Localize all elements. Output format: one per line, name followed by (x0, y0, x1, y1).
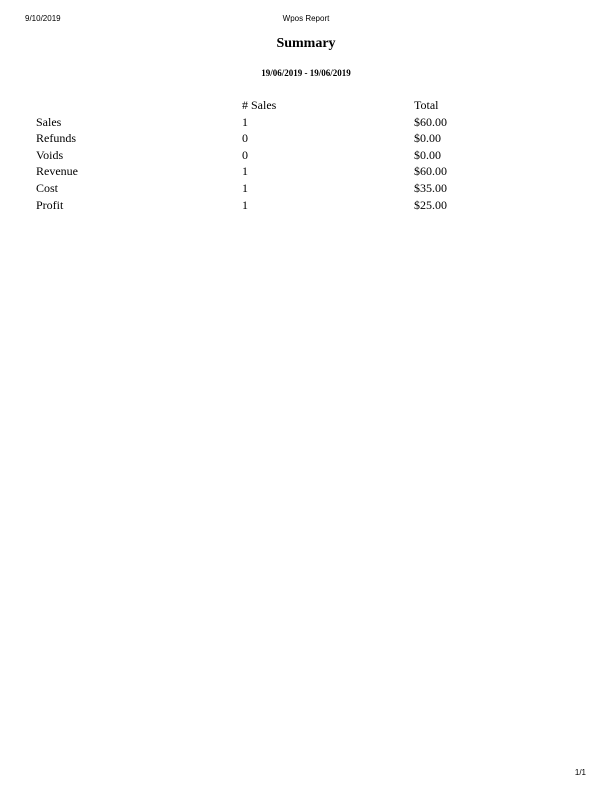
row-total: $25.00 (414, 197, 447, 212)
row-label: Refunds (36, 131, 76, 146)
row-count: 0 (242, 147, 248, 162)
row-count: 1 (242, 164, 248, 179)
row-label: Revenue (36, 164, 78, 179)
row-label: Profit (36, 197, 64, 212)
table-row (36, 180, 576, 197)
row-total: $0.00 (414, 131, 441, 146)
table-header-row (36, 97, 576, 114)
column-header-total: Total (414, 98, 439, 112)
row-total: $60.00 (414, 164, 447, 179)
row-count: 1 (242, 114, 248, 129)
row-label: Voids (36, 147, 64, 162)
table-row (36, 147, 576, 164)
print-date: 9/10/2019 (25, 14, 61, 23)
print-title: Wpos Report (282, 14, 330, 23)
page-number: 1/1 (574, 768, 586, 777)
table-row (36, 163, 576, 180)
row-total: $35.00 (414, 180, 447, 195)
row-total: $60.00 (414, 114, 447, 129)
row-count: 0 (242, 131, 248, 146)
table-row (36, 114, 576, 131)
row-total: $0.00 (414, 147, 441, 162)
report-title: Summary (276, 36, 336, 51)
row-count: 1 (242, 180, 248, 195)
table-row (36, 197, 576, 214)
table-row (36, 130, 576, 147)
row-count: 1 (242, 197, 248, 212)
report-date-range: 19/06/2019 - 19/06/2019 (261, 68, 351, 78)
row-label: Cost (36, 180, 59, 195)
column-header-sales-count: # Sales (242, 98, 277, 112)
summary-table (36, 97, 576, 213)
row-label: Sales (36, 114, 62, 129)
